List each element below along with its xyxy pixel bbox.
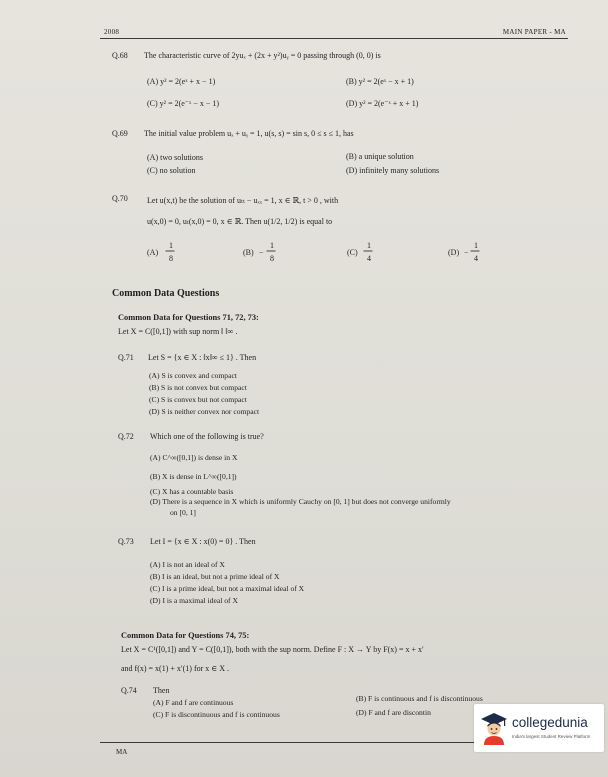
q74-option-a: (A) F and f are continuous: [153, 698, 234, 707]
common-data-71-73-text: Let X = C([0,1]) with sup norm ‖ ‖∞ .: [118, 327, 238, 336]
common-data-74-75-title: Common Data for Questions 74, 75:: [121, 631, 250, 640]
header-year: 2008: [104, 28, 120, 36]
q68-text: The characteristic curve of 2yuₓ + (2x + y²)uᵧ = 0 passing through (0, 0) is: [144, 51, 381, 60]
q71-number: Q.71: [118, 353, 134, 362]
q70-number: Q.70: [112, 194, 128, 203]
q68-option-b: (B) y² = 2(eˣ − x + 1): [346, 77, 414, 86]
header-rule: [100, 38, 568, 39]
q70-option-b-sign: −: [259, 248, 264, 257]
q70-options: [146, 238, 476, 270]
q74-option-d: (D) F and f are discontin: [356, 708, 431, 717]
q74-text: Then: [153, 686, 170, 695]
q73-option-c: (C) I is a prime ideal, but not a maximal ideal of X: [150, 584, 305, 593]
q74-option-c: (C) F is discontinuous and f is continuous: [153, 710, 280, 719]
q72-text: Which one of the following is true?: [150, 432, 264, 441]
q70-option-c-numerator: 1: [367, 241, 371, 250]
collegedunia-logo: [474, 704, 604, 752]
q70-option-a-numerator: 1: [169, 241, 173, 250]
q68-option-d: (D) y² = 2(e⁻ˣ + x + 1): [346, 99, 419, 108]
q69-number: Q.69: [112, 129, 128, 138]
q72-number: Q.72: [118, 432, 134, 441]
q70-option-a-denominator: 8: [169, 254, 173, 263]
q72-option-b: (B) X is dense in L^∞([0,1]): [150, 472, 237, 481]
q71-option-b: (B) S is not convex but compact: [149, 383, 247, 392]
footer-label: MA: [116, 748, 128, 756]
q70-option-b-numerator: 1: [270, 241, 274, 250]
q70-option-d-denominator: 4: [474, 254, 478, 263]
q72-option-c: (C) X has a countable basis: [150, 487, 234, 496]
q70-option-c-label: (C): [347, 248, 358, 257]
logo-tagline: India's largest Student Review Platform: [512, 734, 591, 739]
q69-option-b: (B) a unique solution: [346, 152, 414, 161]
q74-number: Q.74: [121, 686, 137, 695]
q70-line2: u(x,0) = 0, uₜ(x,0) = 0, x ∈ ℝ. Then u(1/2, 1/2) is equal to: [147, 217, 333, 226]
q72-option-a: (A) C^∞([0,1]) is dense in X: [150, 453, 238, 462]
common-data-74-75-line2: and f(x) = x(1) + x′(1) for x ∈ X .: [121, 664, 229, 673]
q68-number: Q.68: [112, 51, 128, 60]
q69-option-c: (C) no solution: [147, 166, 196, 175]
q73-option-d: (D) I is a maximal ideal of X: [150, 596, 238, 605]
q73-option-b: (B) I is an ideal, but not a prime ideal of X: [150, 572, 280, 581]
q73-number: Q.73: [118, 537, 134, 546]
q68-option-c: (C) y² = 2(e⁻ˣ − x − 1): [147, 99, 220, 108]
q70-option-b-denominator: 8: [270, 254, 274, 263]
common-data-74-75-line1: Let X = C¹([0,1]) and Y = C([0,1]), both with the sup norm. Define F : X → Y by F(x) = x + x′: [121, 645, 424, 654]
common-data-71-73-title: Common Data for Questions 71, 72, 73:: [118, 313, 259, 322]
q73-text: Let I = {x ∈ X : x(0) = 0} . Then: [150, 537, 256, 546]
q69-option-d: (D) infinitely many solutions: [346, 166, 440, 175]
q70-option-d-sign: −: [464, 248, 469, 257]
q69-option-a: (A) two solutions: [147, 153, 203, 162]
q71-option-d: (D) S is neither convex nor compact: [149, 407, 260, 416]
q70-line1: Let u(x,t) be the solution of uₜₜ − uₓₓ = 1, x ∈ ℝ, t > 0 , with: [147, 196, 339, 205]
q70-option-b-label: (B): [243, 248, 254, 257]
q69-text: The initial value problem uₓ + uᵧ = 1, u(s, s) = sin s, 0 ≤ s ≤ 1, has: [144, 129, 354, 138]
q72-option-d-continued: on [0, 1]: [170, 508, 196, 517]
q74-option-b: (B) F is continuous and f is discontinuous: [356, 694, 483, 703]
q70-option-d-label: (D): [448, 248, 460, 257]
q73-option-a: (A) I is not an ideal of X: [150, 560, 225, 569]
q70-option-c-denominator: 4: [367, 254, 371, 263]
logo-wordmark: collegedunia: [512, 715, 588, 730]
q71-option-c: (C) S is convex but not compact: [149, 395, 247, 404]
q70-option-a-label: (A): [147, 248, 159, 257]
q72-option-d: (D) There is a sequence in X which is uniformly Cauchy on [0, 1] but does not converge uniformly: [150, 497, 451, 506]
header-title: MAIN PAPER - MA: [502, 28, 566, 36]
q71-option-a: (A) S is convex and compact: [149, 371, 237, 380]
q68-option-a: (A) y² = 2(eˣ + x − 1): [147, 77, 216, 86]
q70-option-d-numerator: 1: [474, 241, 478, 250]
common-data-heading: Common Data Questions: [112, 288, 220, 299]
q71-text: Let S = {x ∈ X : ‖x‖∞ ≤ 1} . Then: [148, 353, 257, 362]
graduate-mascot-icon: [480, 711, 508, 745]
